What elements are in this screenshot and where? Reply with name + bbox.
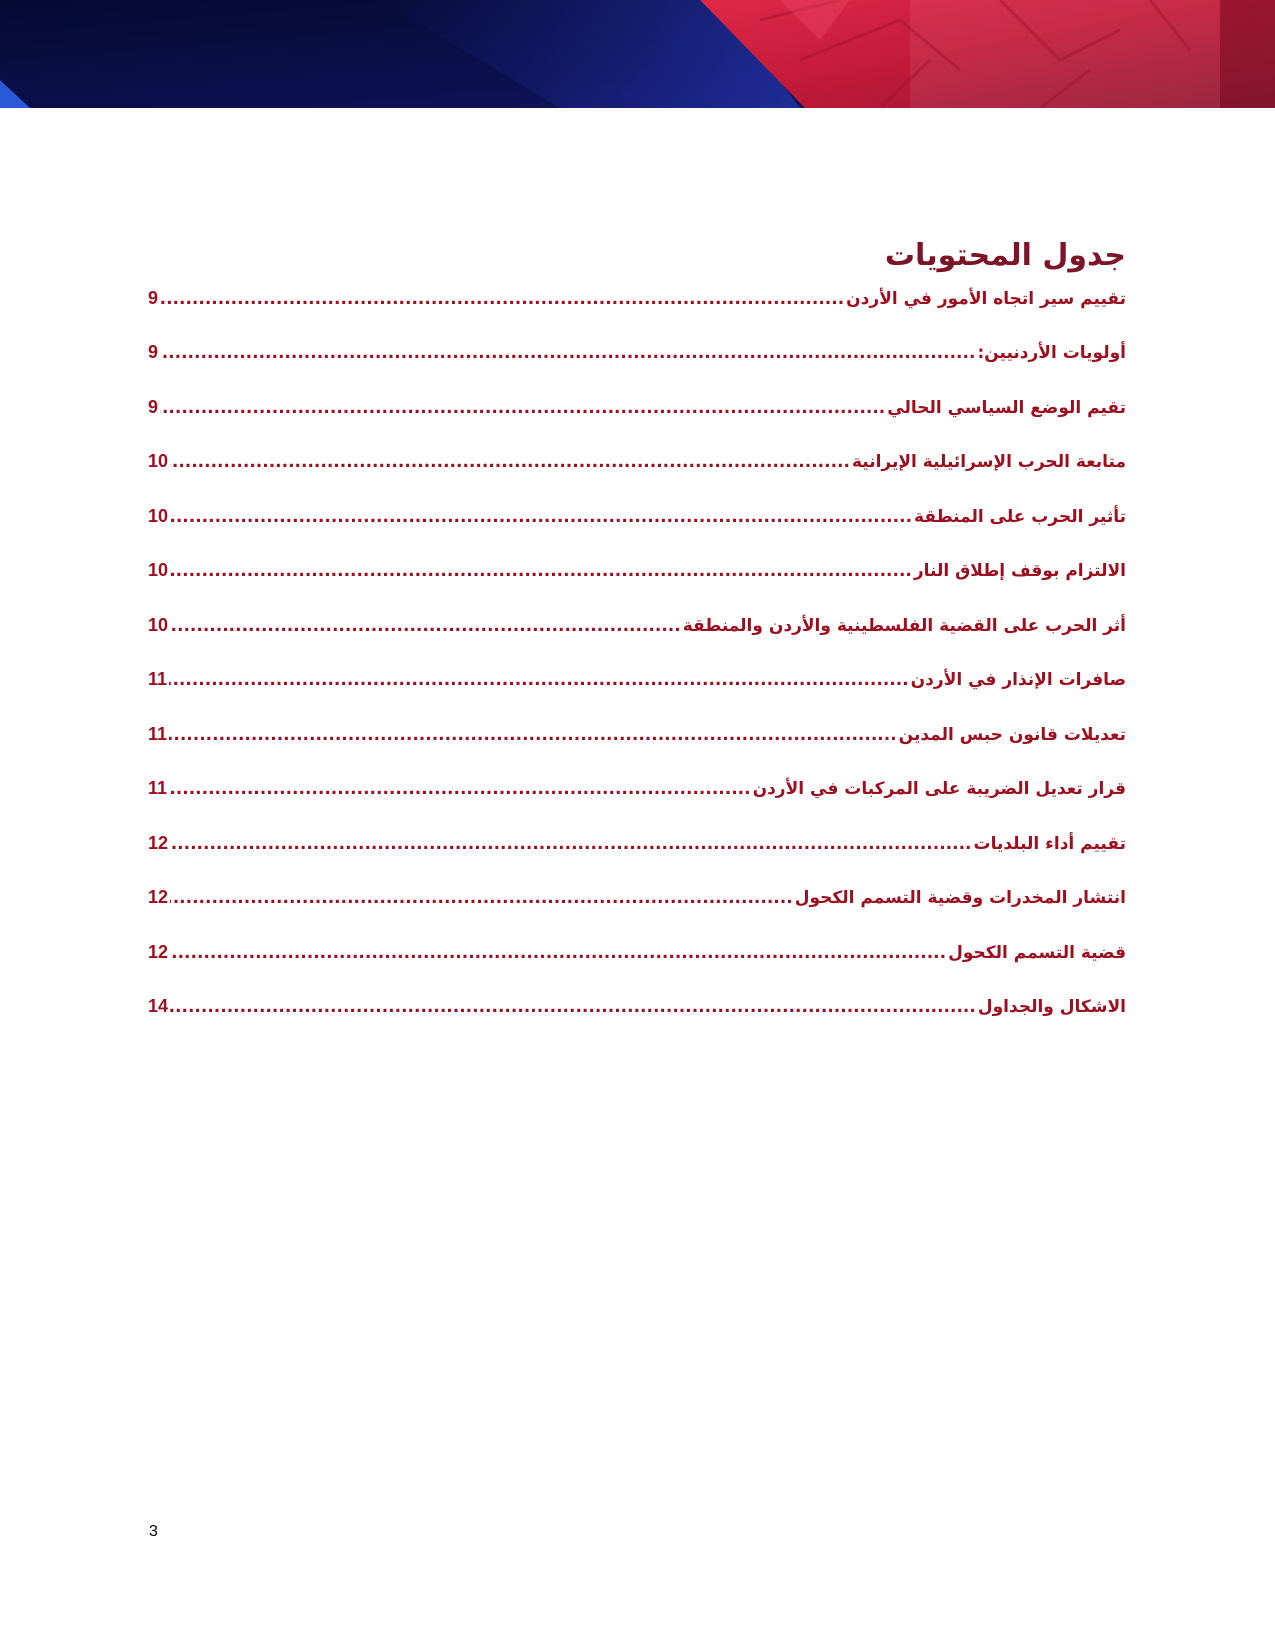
- dot-leader: [170, 557, 912, 585]
- toc-entry[interactable]: [148, 284, 1126, 338]
- toc-entry[interactable]: [148, 938, 1126, 993]
- toc-list: [148, 284, 1126, 1047]
- toc-entry-page: 12: [148, 941, 169, 962]
- dot-leader: [160, 285, 844, 313]
- table-of-contents: [148, 236, 1126, 1047]
- toc-entry[interactable]: [148, 447, 1126, 502]
- toc-entry-label: قرار تعديل الضريبة على المركبات في الأردن: [752, 779, 1126, 799]
- dot-leader: [169, 721, 897, 749]
- toc-entry-label: أولويات الأردنيين:: [977, 343, 1126, 363]
- dot-leader: [160, 339, 975, 367]
- dot-leader: [169, 775, 751, 803]
- toc-entry-page: 10: [148, 451, 169, 471]
- dot-leader: [170, 448, 850, 476]
- toc-entry-page: 9: [148, 288, 159, 308]
- toc-title: جدول المحتويات: [884, 238, 1126, 273]
- toc-entry[interactable]: [148, 720, 1126, 775]
- toc-entry-label: انتشار المخدرات وقضية التسمم الكحول: [794, 888, 1126, 908]
- toc-entry-page: 12: [148, 832, 169, 853]
- toc-entry-label: صافرات الإنذار في الأردن: [910, 670, 1126, 690]
- dot-leader: [160, 394, 885, 422]
- toc-entry[interactable]: [148, 393, 1126, 448]
- dot-leader: [170, 993, 976, 1021]
- dot-leader: [170, 830, 971, 858]
- page-number: 3: [149, 1523, 158, 1540]
- toc-entry[interactable]: [148, 829, 1126, 884]
- toc-entry[interactable]: [148, 611, 1126, 666]
- toc-entry-page: 9: [148, 396, 159, 417]
- toc-entry[interactable]: [148, 502, 1126, 557]
- toc-entry-label: الاشكال والجداول: [977, 997, 1126, 1017]
- toc-entry-label: تعديلات قانون حبس المدين: [898, 724, 1126, 745]
- toc-entry[interactable]: [148, 883, 1126, 938]
- toc-entry[interactable]: [148, 774, 1126, 829]
- toc-entry[interactable]: [148, 338, 1126, 393]
- dot-leader: [170, 884, 793, 912]
- toc-entry-page: 9: [148, 342, 159, 362]
- dot-leader: [169, 666, 909, 694]
- toc-entry[interactable]: [148, 556, 1126, 611]
- toc-entry-page: 14: [148, 996, 169, 1016]
- toc-entry-page: 12: [148, 887, 169, 907]
- toc-entry-label: متابعة الحرب الإسرائيلية الإيرانية: [851, 452, 1126, 472]
- toc-entry-label: تأثير الحرب على المنطقة: [914, 506, 1126, 527]
- toc-entry-label: تقييم سير اتجاه الأمور في الأردن: [846, 289, 1126, 309]
- toc-entry[interactable]: [148, 665, 1126, 720]
- toc-entry-page: 11: [148, 778, 168, 798]
- dot-leader: [170, 939, 946, 967]
- toc-entry-page: 11: [148, 669, 168, 689]
- header-banner-graphic: [0, 0, 1275, 108]
- dot-leader: [170, 503, 912, 531]
- header-banner: [0, 0, 1275, 108]
- toc-entry-page: 10: [148, 560, 169, 580]
- dot-leader: [170, 612, 681, 640]
- toc-entry-page: 10: [148, 505, 169, 526]
- toc-entry-label: تقييم أداء البلديات: [973, 833, 1126, 854]
- toc-entry[interactable]: [148, 992, 1126, 1047]
- toc-entry-page: 11: [148, 723, 168, 744]
- toc-entry-page: 10: [148, 614, 169, 635]
- toc-entry-label: تقيم الوضع السياسي الحالي: [887, 397, 1126, 418]
- toc-entry-label: الالتزام بوقف إطلاق النار: [913, 561, 1126, 581]
- toc-entry-label: قضية التسمم الكحول: [948, 942, 1126, 963]
- toc-entry-label: أثر الحرب على القضية الفلسطينية والأردن والمنطقة: [682, 615, 1126, 636]
